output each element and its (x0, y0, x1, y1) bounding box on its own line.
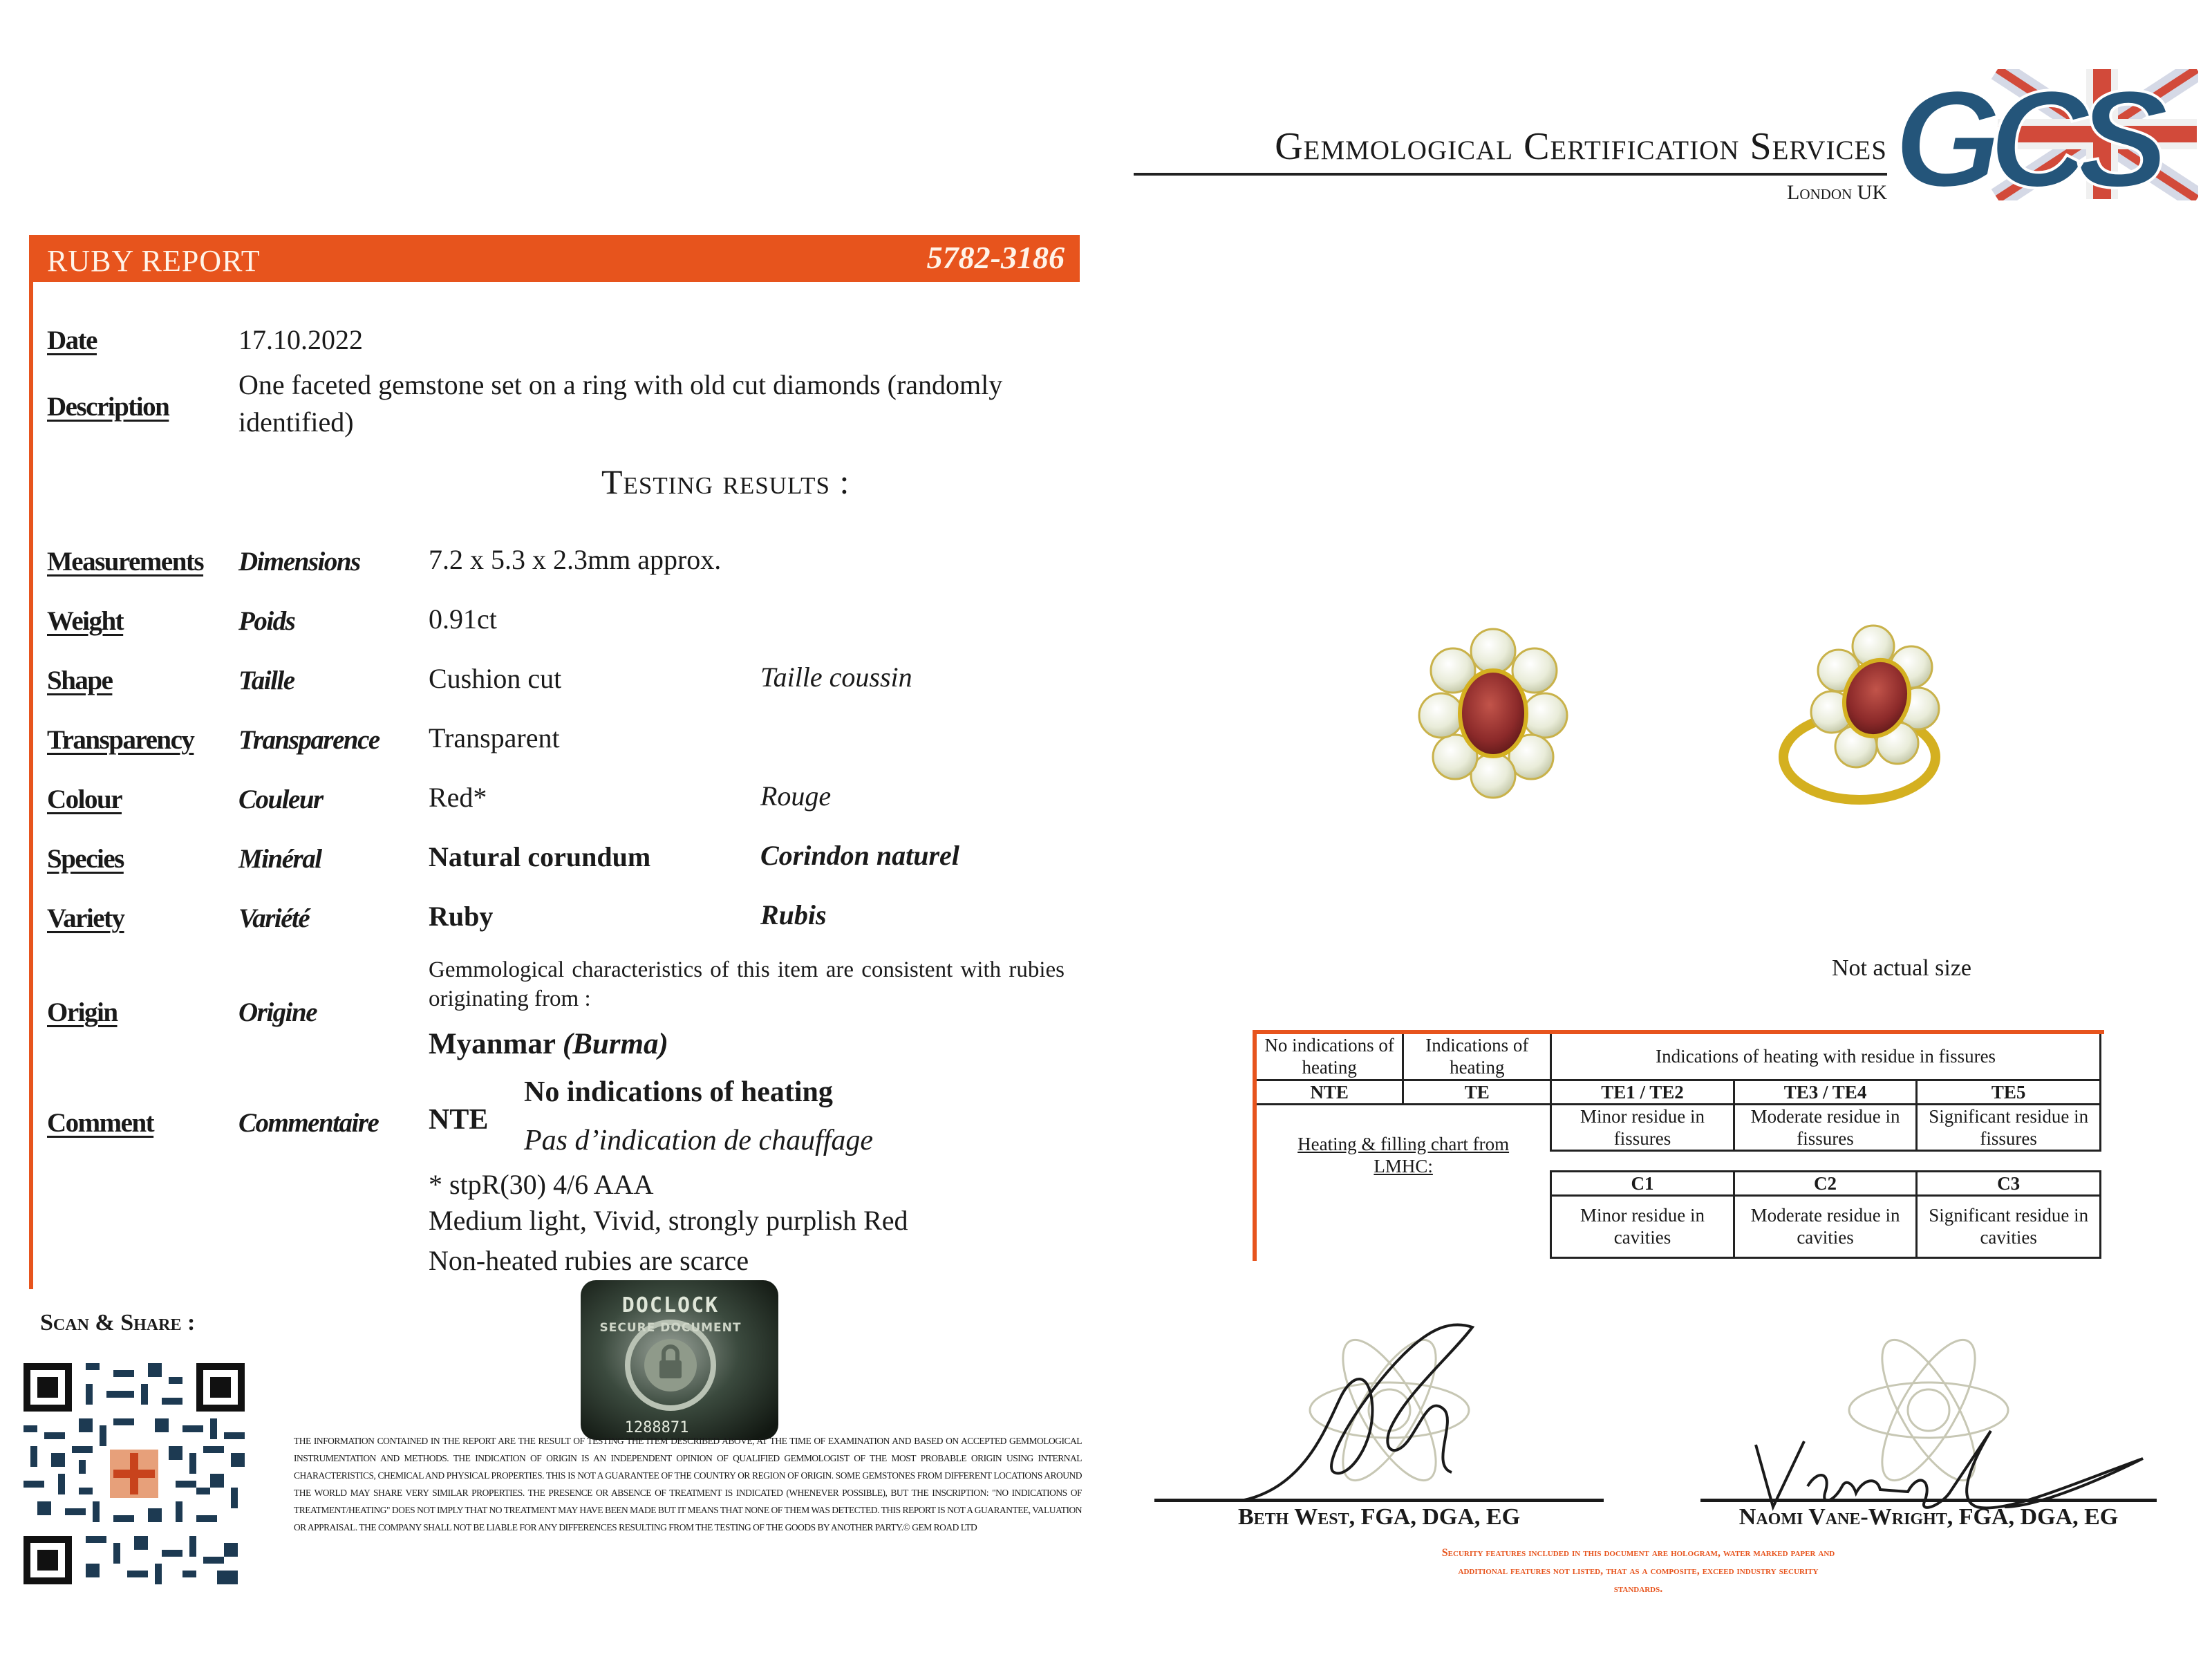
hologram-brand: DOCLOCK (621, 1293, 720, 1318)
company-name: Gemmological Certification Services (1275, 125, 1887, 168)
ring-photo-front (1403, 622, 1583, 802)
company-location: London UK (1787, 181, 1887, 204)
header-rule (1134, 173, 1887, 176)
origin-country: Myanmar (429, 1028, 556, 1060)
result-label-fr: Variété (238, 903, 310, 933)
result-label-fr: Minéral (238, 844, 321, 874)
result-label-fr: Poids (238, 606, 295, 636)
result-label: Colour (47, 785, 122, 814)
chart-code-te1: TE1 / TE2 (1551, 1080, 1734, 1104)
comment-line-en: No indications of heating (524, 1076, 833, 1108)
comment-note-2: Medium light, Vivid, strongly purplish Red (429, 1205, 908, 1236)
result-label: Transparency (47, 725, 194, 755)
signature-line-left (1154, 1499, 1604, 1502)
signatory-name-left: Beth West, FGA, DGA, EG (1237, 1504, 1521, 1530)
chart-code-te5: TE5 (1917, 1080, 2101, 1104)
handwritten-signature-icon (1756, 1431, 2143, 1508)
chart-col-nte-head: No indications of heating (1257, 1034, 1403, 1080)
result-value: 0.91ct (429, 603, 497, 635)
scan-share-label: Scan & Share : (40, 1310, 196, 1335)
chart-source-link[interactable]: Heating & filling chart from LMHC: (1297, 1133, 1510, 1177)
chart-source-cell (1257, 1104, 1551, 1257)
qr-finder-top-left-icon (24, 1363, 72, 1412)
comment-code: NTE (429, 1104, 489, 1136)
origin-label: Origin (47, 997, 118, 1027)
result-label: Species (47, 844, 124, 874)
result-label-fr: Taille (238, 666, 294, 695)
result-label-fr: Couleur (238, 785, 323, 814)
result-label: Weight (47, 606, 124, 636)
result-label: Variety (47, 903, 124, 933)
description-label: Description (47, 392, 169, 422)
handwritten-signature-icon (1244, 1324, 1472, 1500)
origin-label-fr: Origine (238, 997, 317, 1027)
comment-label: Comment (47, 1108, 154, 1138)
padlock-icon (659, 1360, 682, 1378)
chart-col-fissures-head: Indications of heating with residue in fissures (1551, 1034, 2101, 1080)
chart-fissure-significant: Significant residue in fissures (1917, 1104, 2101, 1150)
security-note: Security features included in this document are hologram, water marked paper and additional features not listed, that as a composite, exceed industry security standards. (1441, 1547, 1835, 1595)
report-title: RUBY REPORT (47, 244, 261, 278)
doclock-hologram (579, 1279, 780, 1441)
qr-code[interactable] (24, 1363, 245, 1584)
chart-code-c2: C2 (1734, 1171, 1917, 1195)
origin-text: Gemmological characteristics of this item are consistent with rubies originating from : (429, 957, 1065, 1011)
qr-center-logo-icon (106, 1446, 162, 1501)
hologram-serial: 1288871 (624, 1419, 689, 1436)
result-value-fr: Corindon naturel (760, 840, 959, 871)
qr-finder-top-right-icon (196, 1363, 245, 1412)
result-value: Cushion cut (429, 663, 562, 694)
comment-note-1: * stpR(30) 4/6 AAA (429, 1169, 654, 1200)
comment-note-3: Non-heated rubies are scarce (429, 1245, 749, 1276)
photo-caption: Not actual size (1832, 955, 1972, 981)
hologram-text: SECURE DOCUMENT (599, 1321, 742, 1335)
chart-code-te3: TE3 / TE4 (1734, 1080, 1917, 1104)
result-label: Shape (47, 666, 113, 695)
chart-code-c3: C3 (1917, 1171, 2101, 1195)
result-label-fr: Transparence (238, 725, 379, 755)
origin-country-line (429, 1027, 668, 1061)
comment-label-fr: Commentaire (238, 1108, 379, 1138)
chart-fissure-moderate: Moderate residue in fissures (1734, 1104, 1917, 1150)
chart-cavity-minor: Minor residue in cavities (1551, 1195, 1734, 1257)
heating-chart (1257, 1034, 2101, 1259)
chart-code-nte: NTE (1257, 1080, 1403, 1104)
qr-finder-bottom-left-icon (24, 1536, 72, 1584)
gcs-logo (1894, 69, 2198, 200)
result-value: Natural corundum (429, 841, 651, 872)
chart-cavity-significant: Significant residue in cavities (1917, 1195, 2101, 1257)
result-value-fr: Rubis (760, 899, 827, 930)
result-value: Red* (429, 782, 487, 813)
signature-line-right (1700, 1499, 2157, 1502)
chart-code-c1: C1 (1551, 1171, 1734, 1195)
description-value: One faceted gemstone set on a ring with old cut diamonds (randomly identified) (238, 369, 1003, 438)
signatory-name-right: Naomi Vane-Wright, FGA, DGA, EG (1738, 1504, 2119, 1530)
ruby-stone-icon (1460, 671, 1526, 756)
testing-results-heading: Testing results : (601, 462, 850, 501)
result-value: Ruby (429, 901, 494, 932)
signature-beth-west (1224, 1313, 1583, 1514)
result-label: Measurements (47, 547, 204, 577)
chart-col-te-head: Indications of heating (1403, 1034, 1551, 1080)
chart-code-te: TE (1403, 1080, 1551, 1104)
gcs-letters: GCS (1894, 69, 2157, 200)
result-value-fr: Rouge (760, 780, 832, 812)
disclaimer-text: THE INFORMATION CONTAINED IN THE REPORT ARE THE RESULT OF TESTING THE ITEM DESCRIBED ABOVE, AT THE TIME OF EXAMINATION AND BASED ON ACCEPTED GEMMOLOGICAL INSTRUMENTATION AND METHODS. THE INDICATION OF ORIGIN IS AN INDEPENDENT OPINION OF QUALIFIED GEMMOLOGIST OF THE MOST PROBABLE ORIGIN USING INTERNAL CHARACTERISTICS, CHEMICAL AND PHYSICAL PROPERTIES. THIS IS NOT A GUARANTEE OF THE COUNTRY OR REGION OF ORIGIN. SOME GEMSTONES FROM DIFFERENT LOCATIONS AROUND THE WORLD MAY SHARE VERY SIMILAR PROPERTIES. THE PRESENCE OR ABSENCE OF TREATMENT IS INDICATED (WHENEVER POSSIBLE), BUT THE INSCRIPTION: "NO INDICATIONS OF TREATMENT/HEATING" DOES NOT IMPLY THAT NO TREATMENT MAY HAVE BEEN MADE BUT IT MEANS THAT NONE OF THEM WAS DETECTED. THIS REPORT IS NOT A GUARANTEE, VALUATION OR APPRAISAL. THE COMPANY SHALL NOT BE LIABLE FOR ANY DIFFERENCES RESULTING FROM THE TESTING OF THE GOODS BY ANOTHER PARTY.© GEM ROAD LTD (294, 1436, 1082, 1533)
date-value: 17.10.2022 (238, 324, 363, 355)
chart-cavity-moderate: Moderate residue in cavities (1734, 1195, 1917, 1257)
report-left-rule (29, 235, 33, 1289)
comment-line-fr: Pas d’indication de chauffage (524, 1125, 874, 1156)
report-number: 5782-3186 (926, 240, 1065, 275)
result-label-fr: Dimensions (238, 547, 360, 577)
ring-photo-side (1770, 608, 1977, 816)
date-label: Date (47, 326, 97, 355)
result-value: Transparent (429, 722, 560, 753)
origin-country-alt: (Burma) (562, 1028, 668, 1060)
chart-fissure-minor: Minor residue in fissures (1551, 1104, 1734, 1150)
result-value-fr: Taille coussin (760, 662, 912, 693)
company-header (1134, 124, 1887, 169)
result-value: 7.2 x 5.3 x 2.3mm approx. (429, 544, 722, 575)
